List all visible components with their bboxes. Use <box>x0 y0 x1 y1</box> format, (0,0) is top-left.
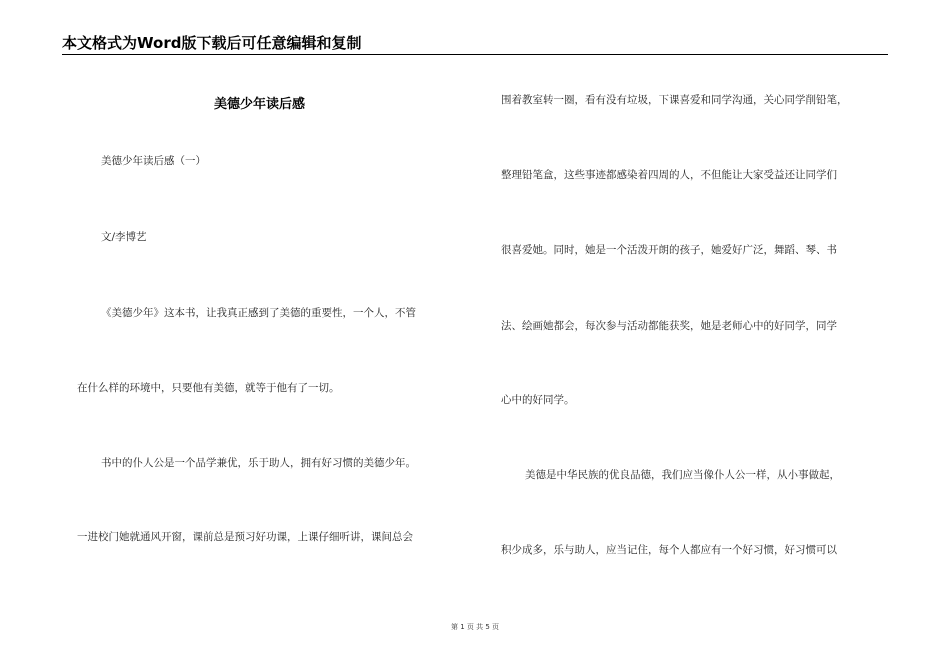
paragraph-line: 心中的好同学。 <box>501 394 575 406</box>
paragraph-line: 《美德少年》这本书，让我真正感到了美德的重要性，一个人，不管 <box>101 307 416 319</box>
page-number: 第 1 页 共 5 页 <box>450 623 500 631</box>
paragraph-line: 很喜爱她。同时，她是一个活泼开朗的孩子，她爱好广泛，舞蹈、琴、书 <box>501 244 837 256</box>
paragraph-line: 美德少年读后感（一） <box>101 155 206 167</box>
document-title: 美德少年读后感 <box>214 97 306 112</box>
paragraph-line: 整理铅笔盒，这些事迹都感染着四周的人，不但能让大家受益还让同学们 <box>501 169 837 181</box>
paragraph-line: 法、绘画她都会，每次参与活动都能获奖，她是老师心中的好同学，同学 <box>501 320 837 332</box>
paragraph-line: 美德是中华民族的优良品德，我们应当像仆人公一样，从小事做起， <box>525 469 840 481</box>
document-banner: 本文格式为Word版下载后可任意编辑和复制 <box>62 34 362 52</box>
header-divider <box>62 54 888 55</box>
paragraph-line: 围着教室转一圈，看有没有垃圾，下课喜爱和同学沟通，关心同学削铅笔， <box>501 94 848 106</box>
paragraph-line: 在什么样的环境中，只要他有美德，就等于他有了一切。 <box>77 382 340 394</box>
paragraph-line: 文/李博艺 <box>101 231 147 243</box>
paragraph-line: 一进校门她就通风开窗，课前总是预习好功课，上课仔细听讲，课间总会 <box>77 531 413 543</box>
paragraph-line: 积少成多，乐与助人，应当记住，每个人都应有一个好习惯，好习惯可以 <box>501 544 837 556</box>
paragraph-line: 书中的仆人公是一个品学兼优，乐于助人，拥有好习惯的美德少年。 <box>101 457 416 469</box>
